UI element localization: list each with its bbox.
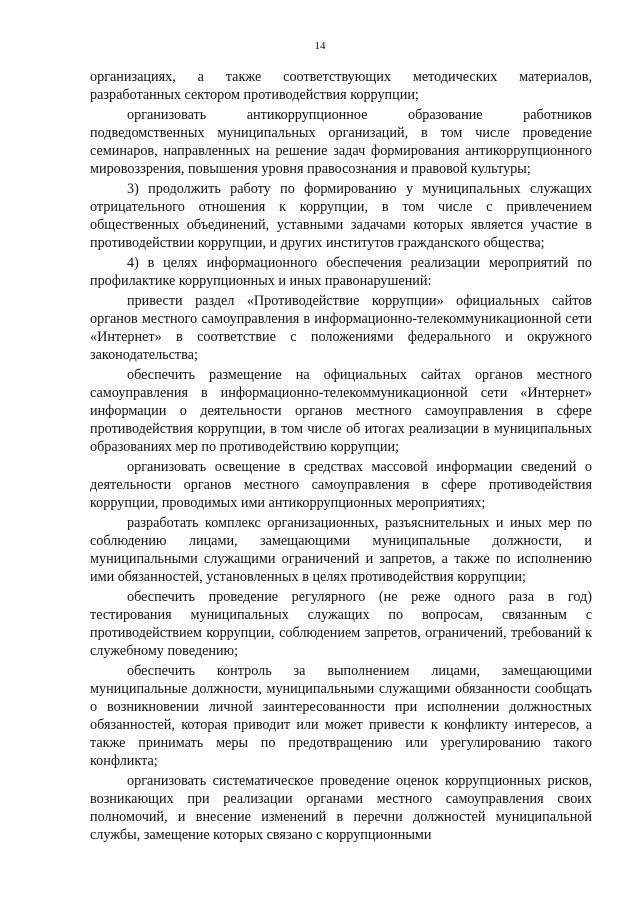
paragraph: организовать систематическое проведение оценок коррупционных рисков, возникающих при реализации органами местного самоуправления своих полномочий, и внесение изменений в перечни должностей муниципальной службы, замещение которых связано с коррупционными xyxy=(90,773,592,843)
paragraph: разработать комплекс организационных, разъяснительных и иных мер по соблюдению лицами, замещающими муниципальные должности, и муниципальными служащими ограничений и запретов, а также по исполнению ими обязанностей, установленных в целях противодействия коррупции; xyxy=(90,515,592,585)
paragraph: привести раздел «Противодействие коррупции» официальных сайтов органов местного самоуправления в информационно-телекоммуникационной сети «Интернет» в соответствие с положениями федерального и окружного законодательства; xyxy=(90,293,592,363)
paragraph: организациях, а также соответствующих методических материалов, разработанных сектором противодействия коррупции; xyxy=(90,69,592,103)
paragraph: обеспечить размещение на официальных сайтах органов местного самоуправления в информационно-телекоммуникационной сети «Интернет» информации о деятельности органов местного самоуправления в сфере противодействия коррупции, в том числе об итогах реализации в муниципальных образованиях мер по противодействию коррупции; xyxy=(90,367,592,455)
document-body xyxy=(90,68,592,846)
paragraph: обеспечить проведение регулярного (не реже одного раза в год) тестирования муниципальных служащих по вопросам, связанным с противодействием коррупции, соблюдением запретов, ограничений, требований к служебному поведению; xyxy=(90,589,592,659)
paragraph: организовать освещение в средствах массовой информации сведений о деятельности органов местного самоуправления в сфере противодействия коррупции, проводимых ими антикоррупционных мероприятиях; xyxy=(90,459,592,511)
page-number: 14 xyxy=(314,40,326,52)
paragraph: 3) продолжить работу по формированию у муниципальных служащих отрицательного отношения к коррупции, в том числе с привлечением общественных объединений, уставными задачами которых является участие в противодействии коррупции, и других институтов гражданского общества; xyxy=(90,181,592,251)
paragraph: организовать антикоррупционное образование работников подведомственных муниципальных организаций, в том числе проведение семинаров, направленных на решение задач формирования антикоррупционного мировоззрения, повышения уровня правосознания и правовой культуры; xyxy=(90,107,592,177)
paragraph: 4) в целях информационного обеспечения реализации мероприятий по профилактике коррупционных и иных правонарушений: xyxy=(90,255,592,289)
paragraph: обеспечить контроль за выполнением лицами, замещающими муниципальные должности, муниципальными служащими обязанности сообщать о возникновении личной заинтересованности при исполнении должностных обязанностей, которая приводит или может привести к конфликту интересов, а также принимать меры по предотвращению или урегулированию такого конфликта; xyxy=(90,663,592,769)
